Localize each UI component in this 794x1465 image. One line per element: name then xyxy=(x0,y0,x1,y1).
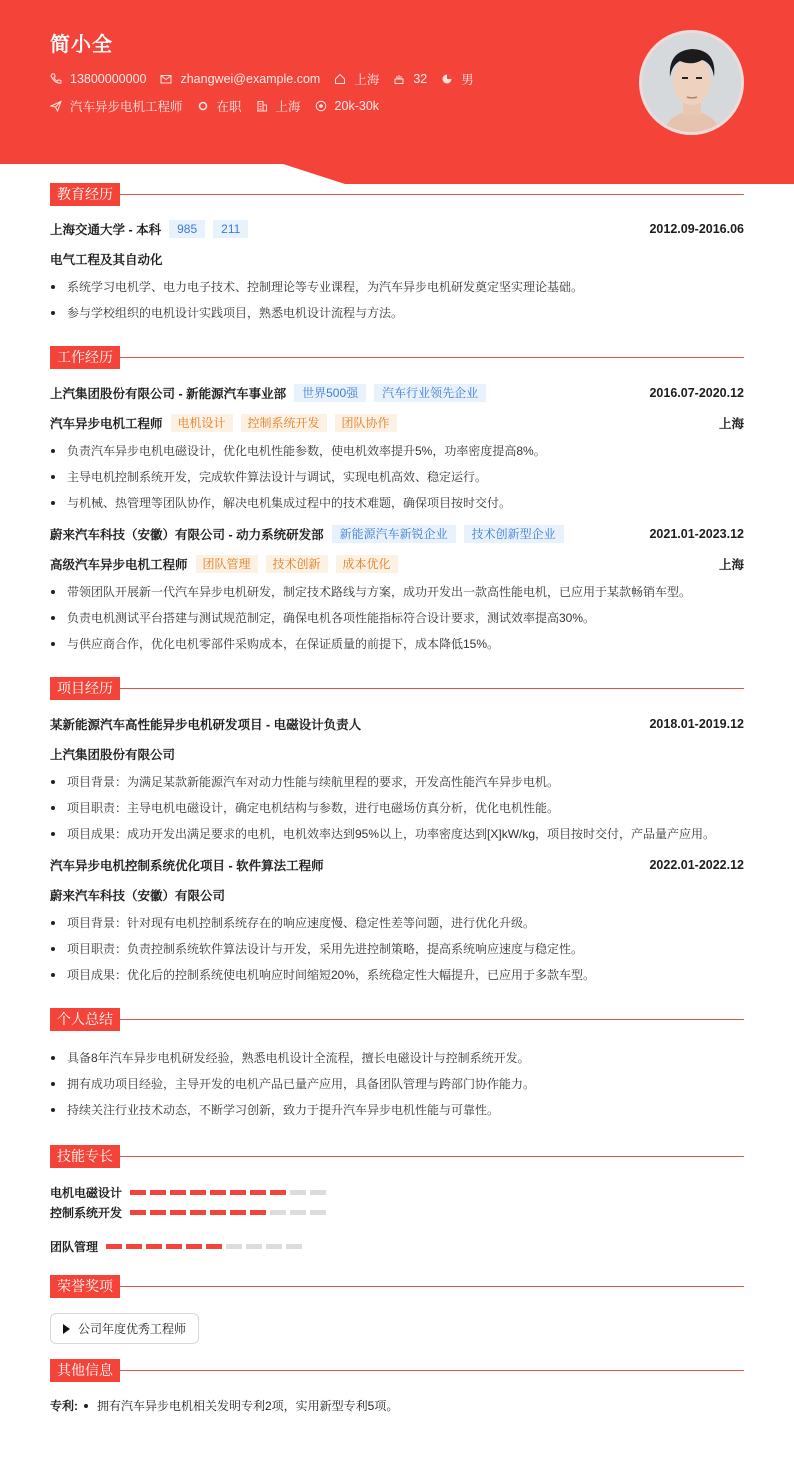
section-other xyxy=(50,1358,744,1414)
info-phone: 13800000000 xyxy=(50,72,146,86)
skill-bar-empty xyxy=(266,1244,282,1249)
skill-bar-filled xyxy=(130,1210,146,1215)
school-tag: 211 xyxy=(213,220,248,238)
skill-level-bar xyxy=(106,1244,306,1249)
project-date: 2022.01-2022.12 xyxy=(649,858,744,872)
age-icon xyxy=(393,73,405,85)
skill-bar-empty xyxy=(246,1244,262,1249)
list-item: 项目职责：主导电机电磁设计，确定电机结构与参数，进行电磁场仿真分析，优化电机性能。 xyxy=(50,795,744,821)
section-title-projects: 项目经历 xyxy=(50,677,120,700)
list-item: 与供应商合作，优化电机零部件采购成本，在保证质量的前提下，成本降低15%。 xyxy=(50,631,744,657)
project-entry xyxy=(50,855,744,988)
skill-item: 控制系统开发 xyxy=(50,1202,403,1222)
avatar-portrait xyxy=(642,33,742,133)
skill-level-bar xyxy=(130,1190,330,1195)
section-title-skills: 技能专长 xyxy=(50,1145,120,1168)
info-status: 在职 xyxy=(197,97,242,115)
skill-bar-filled xyxy=(170,1190,186,1195)
section-skills xyxy=(50,1144,744,1256)
skill-item: 电机电磁设计 xyxy=(50,1182,403,1202)
list-item: 与机械、热管理等团队协作，解决电机集成过程中的技术难题，确保项目按时交付。 xyxy=(50,490,744,516)
info-email: zhangwei@example.com xyxy=(160,72,320,86)
section-divider xyxy=(120,1156,744,1157)
school-tag: 985 xyxy=(169,220,205,238)
skill-bar-filled xyxy=(150,1210,166,1215)
info-city: 上海 xyxy=(334,70,379,88)
skill-bar-empty xyxy=(310,1190,326,1195)
section-title-education: 教育经历 xyxy=(50,183,120,206)
bullet-dot xyxy=(84,1404,88,1408)
list-item: 项目背景：为满足某款新能源汽车对动力性能与续航里程的要求，开发高性能汽车异步电机。 xyxy=(50,769,744,795)
section-divider xyxy=(120,194,744,195)
section-work xyxy=(50,345,744,657)
skill-bar-filled xyxy=(190,1190,206,1195)
patent-label: 专利: xyxy=(50,1399,78,1413)
job-location: 上海 xyxy=(718,558,744,572)
project-name: 某新能源汽车高性能异步电机研发项目 - 电磁设计负责人 xyxy=(50,718,362,732)
list-item: 拥有成功项目经验，主导开发的电机产品已量产应用，具备团队管理与跨部门协作能力。 xyxy=(50,1071,744,1097)
section-divider xyxy=(120,357,744,358)
list-item: 带领团队开展新一代汽车异步电机研发，制定技术路线与方案，成功开发出一款高性能电机，已应用于某款畅销车型。 xyxy=(50,579,744,605)
project-date: 2018.01-2019.12 xyxy=(649,717,744,731)
info-target-position: 汽车异步电机工程师 xyxy=(50,97,183,115)
company-tag: 世界500强 xyxy=(294,384,366,402)
skill-level-bar xyxy=(130,1210,330,1215)
send-icon xyxy=(50,100,62,112)
patent-info xyxy=(50,1397,744,1414)
patent-text: 拥有汽车异步电机相关发明专利2项，实用新型专利5项。 xyxy=(97,1399,399,1413)
section-projects xyxy=(50,676,744,988)
job-entry xyxy=(50,524,744,657)
section-title-other: 其他信息 xyxy=(50,1359,120,1382)
info-row-personal xyxy=(50,71,488,87)
company-tag: 技术创新型企业 xyxy=(464,525,564,543)
skill-bar-filled xyxy=(230,1210,246,1215)
info-work-city: 上海 xyxy=(256,97,301,115)
skill-item: 团队管理 xyxy=(50,1236,403,1256)
resume-header xyxy=(0,0,794,184)
section-title-honors: 荣誉奖项 xyxy=(50,1275,120,1298)
salary-icon xyxy=(315,100,327,112)
project-entry xyxy=(50,714,744,847)
list-item: 项目背景：针对现有电机控制系统存在的响应速度慢、稳定性差等问题，进行优化升级。 xyxy=(50,910,744,936)
list-item: 具备8年汽车异步电机研发经验，熟悉电机设计全流程，擅长电磁设计与控制系统开发。 xyxy=(50,1045,744,1071)
list-item: 负责电机测试平台搭建与测试规范制定，确保电机各项性能指标符合设计要求，测试效率提高30%。 xyxy=(50,605,744,631)
list-item: 参与学校组织的电机设计实践项目，熟悉电机设计流程与方法。 xyxy=(50,300,744,326)
skill-bar-empty xyxy=(270,1210,286,1215)
education-row xyxy=(50,219,744,239)
skill-bar-filled xyxy=(230,1190,246,1195)
gender-icon xyxy=(441,73,453,85)
info-row-job xyxy=(50,98,488,114)
avatar xyxy=(639,30,744,135)
skill-tag: 电机设计 xyxy=(171,414,233,432)
mail-icon xyxy=(160,73,172,85)
education-bullets xyxy=(50,274,744,326)
skill-bar-filled xyxy=(106,1244,122,1249)
list-item: 持续关注行业技术动态，不断学习创新，致力于提升汽车异步电机性能与可靠性。 xyxy=(50,1097,744,1123)
company-name: 蔚来汽车科技（安徽）有限公司 - 动力系统研发部 xyxy=(50,528,324,542)
job-position: 汽车异步电机工程师 xyxy=(50,417,163,431)
skill-bar-filled xyxy=(250,1190,266,1195)
skill-tag: 技术创新 xyxy=(266,555,328,573)
skill-bar-filled xyxy=(170,1210,186,1215)
skill-bar-filled xyxy=(150,1190,166,1195)
skill-bar-filled xyxy=(206,1244,222,1249)
job-location: 上海 xyxy=(718,417,744,431)
job-entry xyxy=(50,383,744,516)
skill-bar-filled xyxy=(190,1210,206,1215)
skill-bar-empty xyxy=(226,1244,242,1249)
home-icon xyxy=(334,73,346,85)
list-item: 项目成果：优化后的控制系统使电机响应时间缩短20%，系统稳定性大幅提升，已应用于多款车型。 xyxy=(50,962,744,988)
info-gender: 男 xyxy=(441,70,474,88)
section-honors xyxy=(50,1274,744,1344)
section-divider xyxy=(120,1370,744,1371)
list-item: 主导电机控制系统开发，完成软件算法设计与调试，实现电机高效、稳定运行。 xyxy=(50,464,744,490)
skill-bar-filled xyxy=(130,1190,146,1195)
project-company: 蔚来汽车科技（安徽）有限公司 xyxy=(50,889,226,903)
skill-tag: 控制系统开发 xyxy=(241,414,327,432)
company-tag: 新能源汽车新锐企业 xyxy=(332,525,456,543)
section-title-summary: 个人总结 xyxy=(50,1008,120,1031)
phone-icon xyxy=(50,73,62,85)
skill-bar-filled xyxy=(210,1210,226,1215)
skill-bar-filled xyxy=(210,1190,226,1195)
candidate-name: 简小全 xyxy=(50,34,113,56)
skill-tag: 团队协作 xyxy=(335,414,397,432)
skill-bar-empty xyxy=(310,1210,326,1215)
info-age: 32 xyxy=(393,72,427,86)
section-divider xyxy=(120,1286,744,1287)
major: 电气工程及其自动化 xyxy=(50,253,163,267)
skill-bar-filled xyxy=(126,1244,142,1249)
list-item: 项目职责：负责控制系统软件算法设计与开发，采用先进控制策略，提高系统响应速度与稳定性。 xyxy=(50,936,744,962)
company-tag: 汽车行业领先企业 xyxy=(374,384,486,402)
building-icon xyxy=(256,100,268,112)
skill-bar-empty xyxy=(290,1190,306,1195)
skill-tag: 成本优化 xyxy=(336,555,398,573)
list-item: 系统学习电机学、电力电子技术、控制理论等专业课程，为汽车异步电机研发奠定坚实理论基础。 xyxy=(50,274,744,300)
skill-bar-filled xyxy=(166,1244,182,1249)
triangle-right-icon xyxy=(63,1324,70,1334)
job-position: 高级汽车异步电机工程师 xyxy=(50,558,188,572)
job-date: 2016.07-2020.12 xyxy=(649,386,744,400)
section-divider xyxy=(120,688,744,689)
skill-bar-filled xyxy=(186,1244,202,1249)
skill-tag: 团队管理 xyxy=(196,555,258,573)
job-date: 2021.01-2023.12 xyxy=(649,527,744,541)
section-education xyxy=(50,182,744,326)
skill-bar-filled xyxy=(146,1244,162,1249)
info-salary: 20k-30k xyxy=(315,99,379,113)
section-title-work: 工作经历 xyxy=(50,346,120,369)
section-divider xyxy=(120,1019,744,1020)
company-name: 上汽集团股份有限公司 - 新能源汽车事业部 xyxy=(50,387,287,401)
education-date: 2012.09-2016.06 xyxy=(649,222,744,236)
project-company: 上汽集团股份有限公司 xyxy=(50,748,176,762)
list-item: 负责汽车异步电机电磁设计，优化电机性能参数，使电机效率提升5%，功率密度提高8%。 xyxy=(50,438,744,464)
skill-bar-filled xyxy=(250,1210,266,1215)
section-summary xyxy=(50,1007,744,1123)
status-icon xyxy=(197,100,209,112)
skill-bar-empty xyxy=(286,1244,302,1249)
skill-bar-empty xyxy=(290,1210,306,1215)
project-name: 汽车异步电机控制系统优化项目 - 软件算法工程师 xyxy=(50,859,324,873)
skill-bar-filled xyxy=(270,1190,286,1195)
list-item: 项目成果：成功开发出满足要求的电机，电机效率达到95%以上，功率密度达到[X]kW/kg，项目按时交付，产品量产应用。 xyxy=(50,821,744,847)
award-item: 公司年度优秀工程师 xyxy=(50,1313,199,1344)
school-name: 上海交通大学 - 本科 xyxy=(50,223,162,237)
